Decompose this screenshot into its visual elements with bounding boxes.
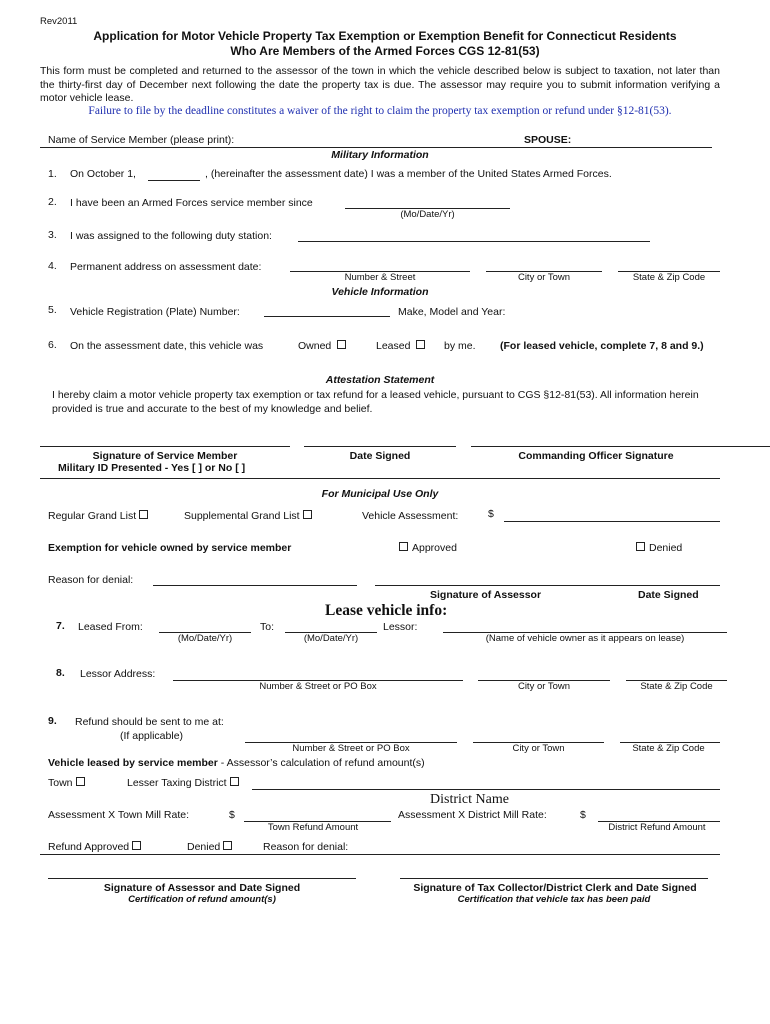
lesser-district-checkbox[interactable] [230,777,239,786]
refund-denied-option[interactable] [187,841,232,853]
lease-info-heading: Lease vehicle info: [325,602,448,619]
q2-sublabel: (Mo/Date/Yr) [400,209,455,220]
lesser-district-option[interactable] [127,777,239,789]
leased-to-sublabel: (Mo/Date/Yr) [303,633,359,644]
town-label: Town [48,777,73,789]
refund-state-sublabel: State & Zip Code [632,743,705,754]
approved-label: Approved [412,542,457,554]
collector-signature-label: Signature of Tax Collector/District Clerk and Date Signed [413,882,697,894]
town-refund-sublabel: Town Refund Amount [267,822,359,833]
refund-approved-label: Refund Approved [48,841,130,853]
q5-label: Vehicle Registration (Plate) Number: [70,306,240,318]
owned-checkbox[interactable] [337,340,346,349]
q3-number: 3. [48,229,57,241]
section-divider [40,478,720,479]
lessor-label: Lessor: [383,621,418,633]
vehicle-info-heading: Vehicle Information [331,286,429,298]
reason-denial-field[interactable] [153,585,357,586]
assessor-signature-field[interactable] [375,585,720,586]
refund-denied-checkbox[interactable] [223,841,232,850]
q8-label: Lessor Address: [80,668,156,680]
refund-approved-checkbox[interactable] [132,841,141,850]
q1-label: On October 1, [70,168,136,180]
supplemental-grand-list-option[interactable] [184,510,312,522]
assessor-date-label: Date Signed [638,589,699,601]
collector-signature-field[interactable] [400,878,708,879]
refund-heading-bold: Vehicle leased by service member [48,757,218,769]
q4-sub-street: Number & Street [344,272,416,283]
date-signed-label: Date Signed [349,450,411,462]
form-title-line2: Who Are Members of the Armed Forces CGS 12-81(53) [230,44,540,58]
q9-number: 9. [48,715,57,727]
certification-refund: Certification of refund amount(s) [128,894,276,905]
q3-duty-station-field[interactable] [298,241,650,242]
lessor-street-sublabel: Number & Street or PO Box [259,681,377,692]
exemption-label: Exemption for vehicle owned by service member [48,542,292,554]
q9-label: Refund should be sent to me at: [75,716,224,728]
regular-grand-list-checkbox[interactable] [139,510,148,519]
refund-city-sublabel: City or Town [512,743,565,754]
q4-sub-state: State & Zip Code [632,272,706,283]
certification-paid: Certification that vehicle tax has been paid [457,894,651,905]
military-id-presented: Military ID Presented - Yes [ ] or No [ ] [58,462,246,474]
assessor-final-signature-field[interactable] [48,878,356,879]
commanding-officer-signature-field[interactable] [471,446,770,447]
vehicle-assessment-label: Vehicle Assessment: [362,510,459,522]
deadline-warning: Failure to file by the deadline constitutes a waiver of the right to claim the property tax exemption or refund under §12-81(53). [88,105,672,117]
supplemental-grand-list-label: Supplemental Grand List [184,510,300,522]
lessor-city-sublabel: City or Town [517,681,571,692]
lessor-name-sublabel: (Name of vehicle owner as it appears on lease) [485,633,685,644]
town-dollar: $ [229,809,235,821]
q6-label: On the assessment date, this vehicle was [70,340,264,352]
approved-checkbox[interactable] [399,542,408,551]
q8-number: 8. [56,667,65,679]
denied-checkbox[interactable] [636,542,645,551]
refund-heading-rest: - Assessor’s calculation of refund amount(s) [217,757,425,769]
vehicle-assessment-dollar: $ [488,508,494,520]
q5-make-label: Make, Model and Year: [398,306,506,318]
q1-number: 1. [48,168,57,180]
vehicle-assessment-field[interactable] [504,521,720,522]
district-name-label: District Name [430,792,509,807]
q4-number: 4. [48,260,57,272]
date-signed-field[interactable] [304,446,456,447]
leased-option[interactable] [376,340,425,352]
attestation-heading: Attestation Statement [325,374,435,386]
q2-number: 2. [48,196,57,208]
q5-plate-field[interactable] [264,316,390,317]
district-mill-rate-label: Assessment X District Mill Rate: [398,809,547,821]
leased-from-sublabel: (Mo/Date/Yr) [177,633,233,644]
q9-applicable: (If applicable) [120,730,184,742]
q5-number: 5. [48,304,57,316]
regular-grand-list-label: Regular Grand List [48,510,137,522]
refund-reason-field[interactable] [40,854,720,855]
by-me-label: by me. [444,340,476,352]
q1-label-rest: , (hereinafter the assessment date) I was a member of the United States Armed Forces. [205,168,612,180]
leased-label: Leased [376,340,411,352]
town-option[interactable] [48,777,85,789]
assessor-signature-label: Signature of Assessor [430,589,542,601]
owned-option[interactable] [298,340,346,352]
military-info-heading: Military Information [331,149,429,161]
refund-denied-label: Denied [187,841,221,853]
denied-option[interactable] [636,542,682,554]
q3-label: I was assigned to the following duty station: [70,230,272,242]
municipal-use-heading: For Municipal Use Only [321,488,439,500]
q4-label: Permanent address on assessment date: [70,261,262,273]
town-checkbox[interactable] [76,777,85,786]
to-label: To: [260,621,275,633]
supplemental-grand-list-checkbox[interactable] [303,510,312,519]
refund-heading [48,757,425,769]
service-member-signature-field[interactable] [40,446,290,447]
revision-label: Rev2011 [40,16,78,27]
district-refund-sublabel: District Refund Amount [608,822,706,833]
service-member-signature-label: Signature of Service Member [92,450,238,462]
q7-number: 7. [56,620,65,632]
service-member-name-label: Name of Service Member (please print): [48,134,235,146]
refund-street-sublabel: Number & Street or PO Box [292,743,410,754]
q7-label: Leased From: [78,621,143,633]
lesser-district-label: Lesser Taxing District [127,777,227,789]
form-title-line1: Application for Motor Vehicle Property Tax Exemption or Exemption Benefit for Connecticut Residents [93,29,677,43]
town-mill-rate-label: Assessment X Town Mill Rate: [48,809,190,821]
refund-reason-label: Reason for denial: [263,841,349,853]
lessor-state-sublabel: State & Zip Code [640,681,713,692]
assessor-final-signature-label: Signature of Assessor and Date Signed [103,882,301,894]
attestation-text: I hereby claim a motor vehicle property tax exemption or tax refund for a leased vehicle, pursuant to CGS §12-81(53). All information herein provided is true and accurate to the best of my knowledge and belief. [52,389,699,415]
leased-checkbox[interactable] [416,340,425,349]
district-name-field[interactable] [252,789,720,790]
q4-sub-city: City or Town [517,272,571,283]
commanding-officer-label: Commanding Officer Signature [518,450,674,462]
refund-approved-option[interactable] [48,841,141,853]
regular-grand-list-option[interactable] [48,510,148,522]
owned-label: Owned [298,340,332,352]
district-dollar: $ [580,809,586,821]
q2-label: I have been an Armed Forces service member since [70,197,313,209]
reason-denial-label: Reason for denial: [48,574,134,586]
intro-text: This form must be completed and returned to the assessor of the town in which the vehicle described below is subject to taxation, not later than the thirty-first day of December next following the date the property tax is due. The assessor may require you to submit information verifying a motor vehicle lease. [40,65,720,105]
denied-label: Denied [649,542,683,554]
approved-option[interactable] [399,542,457,554]
q6-number: 6. [48,339,57,351]
leased-note: (For leased vehicle, complete 7, 8 and 9.) [500,340,704,352]
name-line[interactable] [40,147,712,148]
q1-year-field[interactable] [148,180,200,181]
spouse-label: SPOUSE: [524,134,572,146]
